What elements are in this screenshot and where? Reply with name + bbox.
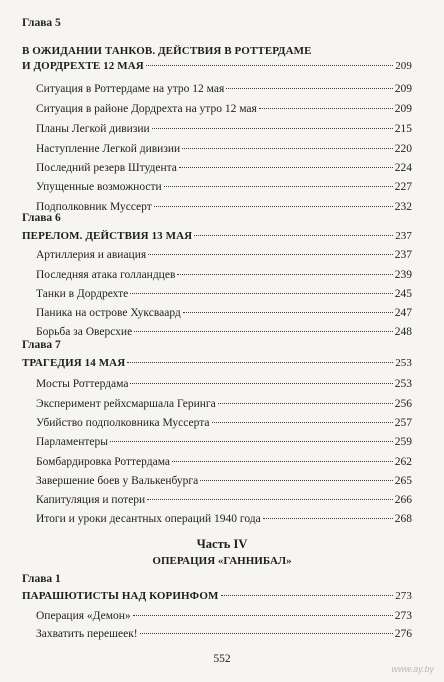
dot-leader: [182, 148, 393, 149]
dot-leader: [263, 518, 393, 519]
toc-row: [36, 102, 412, 116]
toc-row: [36, 122, 412, 136]
toc-row: [22, 356, 412, 370]
page-number: 262: [394, 456, 412, 468]
chapter-heading: Глава 6: [22, 212, 61, 224]
dot-leader: [148, 254, 393, 255]
dot-leader: [179, 167, 393, 168]
entry-title: Паника на острове Хуксваард: [36, 307, 181, 319]
dot-leader: [147, 499, 393, 500]
toc-row: [36, 268, 412, 282]
section-title: ПЕРЕЛОМ. ДЕЙСТВИЯ 13 МАЯ: [22, 230, 193, 242]
toc-row: [22, 59, 412, 73]
entry-title: Ситуация в районе Дордрехта на утро 12 мая: [36, 103, 257, 115]
chapter-heading: Глава 5: [22, 17, 61, 29]
page-number: 215: [394, 123, 412, 135]
page-number: 247: [394, 307, 412, 319]
toc-row: [36, 142, 412, 156]
entry-title: Подполковник Муссерт: [36, 201, 152, 213]
toc-row: [36, 200, 412, 214]
entry-title: Итоги и уроки десантных операций 1940 года: [36, 513, 261, 525]
section-title-line2: И ДОРДРЕХТЕ 12 МАЯ: [22, 60, 144, 72]
dot-leader: [183, 312, 393, 313]
page-number: 259: [394, 436, 412, 448]
toc-row: [36, 493, 412, 507]
entry-title: Бомбардировка Роттердама: [36, 456, 171, 468]
dot-leader: [146, 65, 393, 66]
page-number: 276: [394, 628, 412, 640]
dot-leader: [134, 331, 393, 332]
entry-title: Завершение боев у Валькенбурга: [36, 475, 199, 487]
toc-row: [36, 180, 412, 194]
toc-row: [36, 416, 412, 430]
page-number: 265: [394, 475, 412, 487]
section-title: ПАРАШЮТИСТЫ НАД КОРИНФОМ: [22, 590, 219, 602]
toc-row: [36, 248, 412, 262]
dot-leader: [172, 461, 393, 462]
entry-title: Артиллерия и авиация: [36, 249, 147, 261]
page-number: 237: [394, 249, 412, 261]
dot-leader: [164, 186, 393, 187]
watermark: www.ay.by: [391, 664, 434, 674]
page-number: 253: [394, 378, 412, 390]
page-number: 253: [395, 357, 412, 369]
page-number: 266: [394, 494, 412, 506]
dot-leader: [152, 128, 393, 129]
chapter-heading: Глава 1: [22, 573, 61, 585]
toc-row: [36, 512, 412, 526]
page-number: 239: [394, 269, 412, 281]
dot-leader: [200, 480, 392, 481]
page-number: 248: [394, 326, 412, 338]
toc-row: [36, 627, 412, 641]
entry-title: Последний резерв Штудента: [36, 162, 177, 174]
page-number: 273: [395, 590, 412, 602]
dot-leader: [127, 362, 393, 363]
toc-row: [36, 287, 412, 301]
page-number: 209: [394, 83, 412, 95]
dot-leader: [212, 422, 393, 423]
dot-leader: [130, 293, 392, 294]
entry-title: Убийство подполковника Муссерта: [36, 417, 210, 429]
entry-title: Танки в Дордрехте: [36, 288, 129, 300]
entry-title: Борьба за Оверсхие: [36, 326, 133, 338]
page-number: 209: [394, 103, 412, 115]
toc-row: [36, 397, 412, 411]
entry-title: Капитуляция и потери: [36, 494, 146, 506]
page-number: 227: [394, 181, 412, 193]
section-title: [22, 44, 412, 58]
entry-title: Наступление Легкой дивизии: [36, 143, 181, 155]
toc-row: [36, 609, 412, 623]
chapter-heading: Глава 7: [22, 339, 61, 351]
page-number: 224: [394, 162, 412, 174]
page-number: 256: [394, 398, 412, 410]
page-number-footer: 552: [213, 653, 231, 665]
entry-title: Мосты Роттердама: [36, 378, 129, 390]
dot-leader: [259, 108, 393, 109]
dot-leader: [140, 633, 393, 634]
dot-leader: [133, 615, 393, 616]
toc-row: [36, 325, 412, 339]
entry-title: Захватить перешеек!: [36, 628, 138, 640]
page-number: 268: [394, 513, 412, 525]
page-number: 237: [395, 230, 412, 242]
section-title: ТРАГЕДИЯ 14 МАЯ: [22, 357, 126, 369]
dot-leader: [221, 595, 394, 596]
page-number: 245: [394, 288, 412, 300]
dot-leader: [110, 441, 393, 442]
page-number: 273: [394, 610, 412, 622]
entry-title: Упущенные возможности: [36, 181, 162, 193]
section-title-line1: В ОЖИДАНИИ ТАНКОВ. ДЕЙСТВИЯ В РОТТЕРДАМЕ: [22, 45, 312, 57]
page-number: 257: [394, 417, 412, 429]
toc-row: [22, 229, 412, 243]
toc-row: [36, 474, 412, 488]
dot-leader: [130, 383, 392, 384]
toc-row: [36, 435, 412, 449]
part-heading: Часть IV: [196, 537, 248, 551]
part-title: ОПЕРАЦИЯ «ГАННИБАЛ»: [152, 555, 292, 567]
dot-leader: [154, 206, 393, 207]
page-number: 232: [394, 201, 412, 213]
entry-title: Ситуация в Роттердаме на утро 12 мая: [36, 83, 225, 95]
dot-leader: [194, 235, 393, 236]
toc-row: [36, 161, 412, 175]
dot-leader: [218, 403, 393, 404]
entry-title: Парламентеры: [36, 436, 108, 448]
dot-leader: [177, 274, 392, 275]
toc-row: [36, 306, 412, 320]
page-number: 209: [395, 60, 412, 72]
toc-row: [36, 455, 412, 469]
toc-row: [36, 377, 412, 391]
page-number: 220: [394, 143, 412, 155]
dot-leader: [226, 88, 393, 89]
entry-title: Эксперимент рейхсмаршала Геринга: [36, 398, 216, 410]
entry-title: Операция «Демон»: [36, 610, 131, 622]
toc-row: [22, 589, 412, 603]
entry-title: Планы Легкой дивизии: [36, 123, 150, 135]
toc-row: [36, 82, 412, 96]
entry-title: Последняя атака голландцев: [36, 269, 176, 281]
